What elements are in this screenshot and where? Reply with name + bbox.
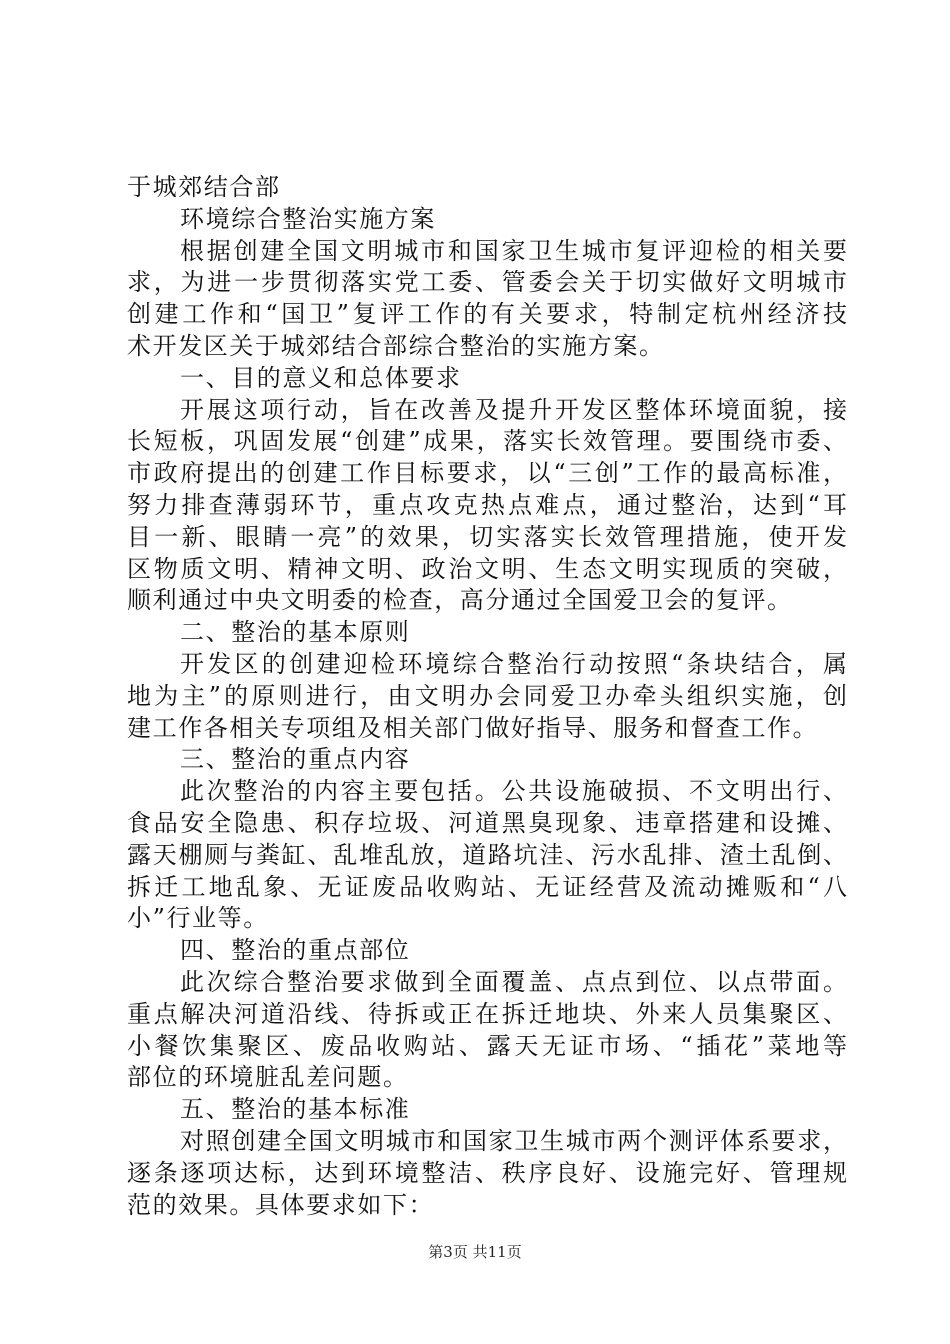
paragraph-line: 长短板，巩固发展“创建”成果，落实长效管理。要围绕市委、 [127,427,847,456]
paragraph-line: 逐条逐项达标，达到环境整洁、秩序良好、设施完好、管理规 [127,1158,847,1187]
paragraph-line: 顺利通过中央文明委的检查，高分通过全国爱卫会的复评。 [127,586,793,615]
paragraph-line: 建工作各相关专项组及相关部门做好指导、服务和督查工作。 [127,713,819,742]
paragraph-line: 市政府提出的创建工作目标要求，以“三创”工作的最高标准， [127,459,847,488]
paragraph-line: 范的效果。具体要求如下： [127,1190,435,1219]
paragraph-line: 部位的环境脏乱差问题。 [127,1063,409,1092]
paragraph-line: 对照创建全国文明城市和国家卫生城市两个测评体系要求， [180,1126,847,1155]
paragraph-line: 此次整治的内容主要包括。公共设施破损、不文明出行、 [180,777,847,806]
paragraph-line: 努力排查薄弱环节，重点攻克热点难点，通过整治，达到“耳 [127,490,847,519]
paragraph-line: 重点解决河道沿线、待拆或正在拆迁地块、外来人员集聚区、 [127,999,847,1028]
paragraph-line: 创建工作和“国卫”复评工作的有关要求，特制定杭州经济技 [127,300,847,329]
paragraph-line: 小餐饮集聚区、废品收购站、露天无证市场、“插花”菜地等 [127,1031,847,1060]
text-line: 于城郊结合部 [127,173,281,201]
section-heading: 三、整治的重点内容 [180,745,411,774]
document-title: 环境综合整治实施方案 [180,204,436,233]
paragraph-line: 开展这项行动，旨在改善及提升开发区整体环境面貌，接 [180,395,847,424]
paragraph-line: 食品安全隐患、积存垃圾、河道黑臭现象、违章搭建和设摊、 [127,808,847,837]
document-body [127,172,847,1221]
paragraph-line: 地为主”的原则进行，由文明办会同爱卫办牵头组织实施，创 [127,681,847,710]
paragraph-line: 求，为进一步贯彻落实党工委、管委会关于切实做好文明城市 [127,268,847,297]
paragraph-line: 小”行业等。 [127,904,269,933]
paragraph-line: 此次综合整治要求做到全面覆盖、点点到位、以点带面。 [180,967,847,996]
section-heading: 四、整治的重点部位 [180,936,411,965]
paragraph-line: 术开发区关于城郊结合部综合整治的实施方案。 [127,331,665,360]
paragraph-line: 开发区的创建迎检环境综合整治行动按照“条块结合，属 [180,649,847,678]
paragraph-line: 根据创建全国文明城市和国家卫生城市复评迎检的相关要 [180,236,847,265]
paragraph-line: 露天棚厕与粪缸、乱堆乱放，道路坑洼、污水乱排、渣土乱倒、 [127,840,847,869]
paragraph-line: 目一新、眼睛一亮”的效果，切实落实长效管理措施，使开发 [127,522,847,551]
section-heading: 二、整治的基本原则 [180,618,411,647]
paragraph-line: 区物质文明、精神文明、政治文明、生态文明实现质的突破， [127,554,847,583]
paragraph-line: 拆迁工地乱象、无证废品收购站、无证经营及流动摊贩和“八 [127,872,847,901]
page-number-footer: 第3页 共11页 [428,1243,522,1261]
section-heading: 一、目的意义和总体要求 [180,363,462,392]
section-heading: 五、整治的基本标准 [180,1095,411,1124]
